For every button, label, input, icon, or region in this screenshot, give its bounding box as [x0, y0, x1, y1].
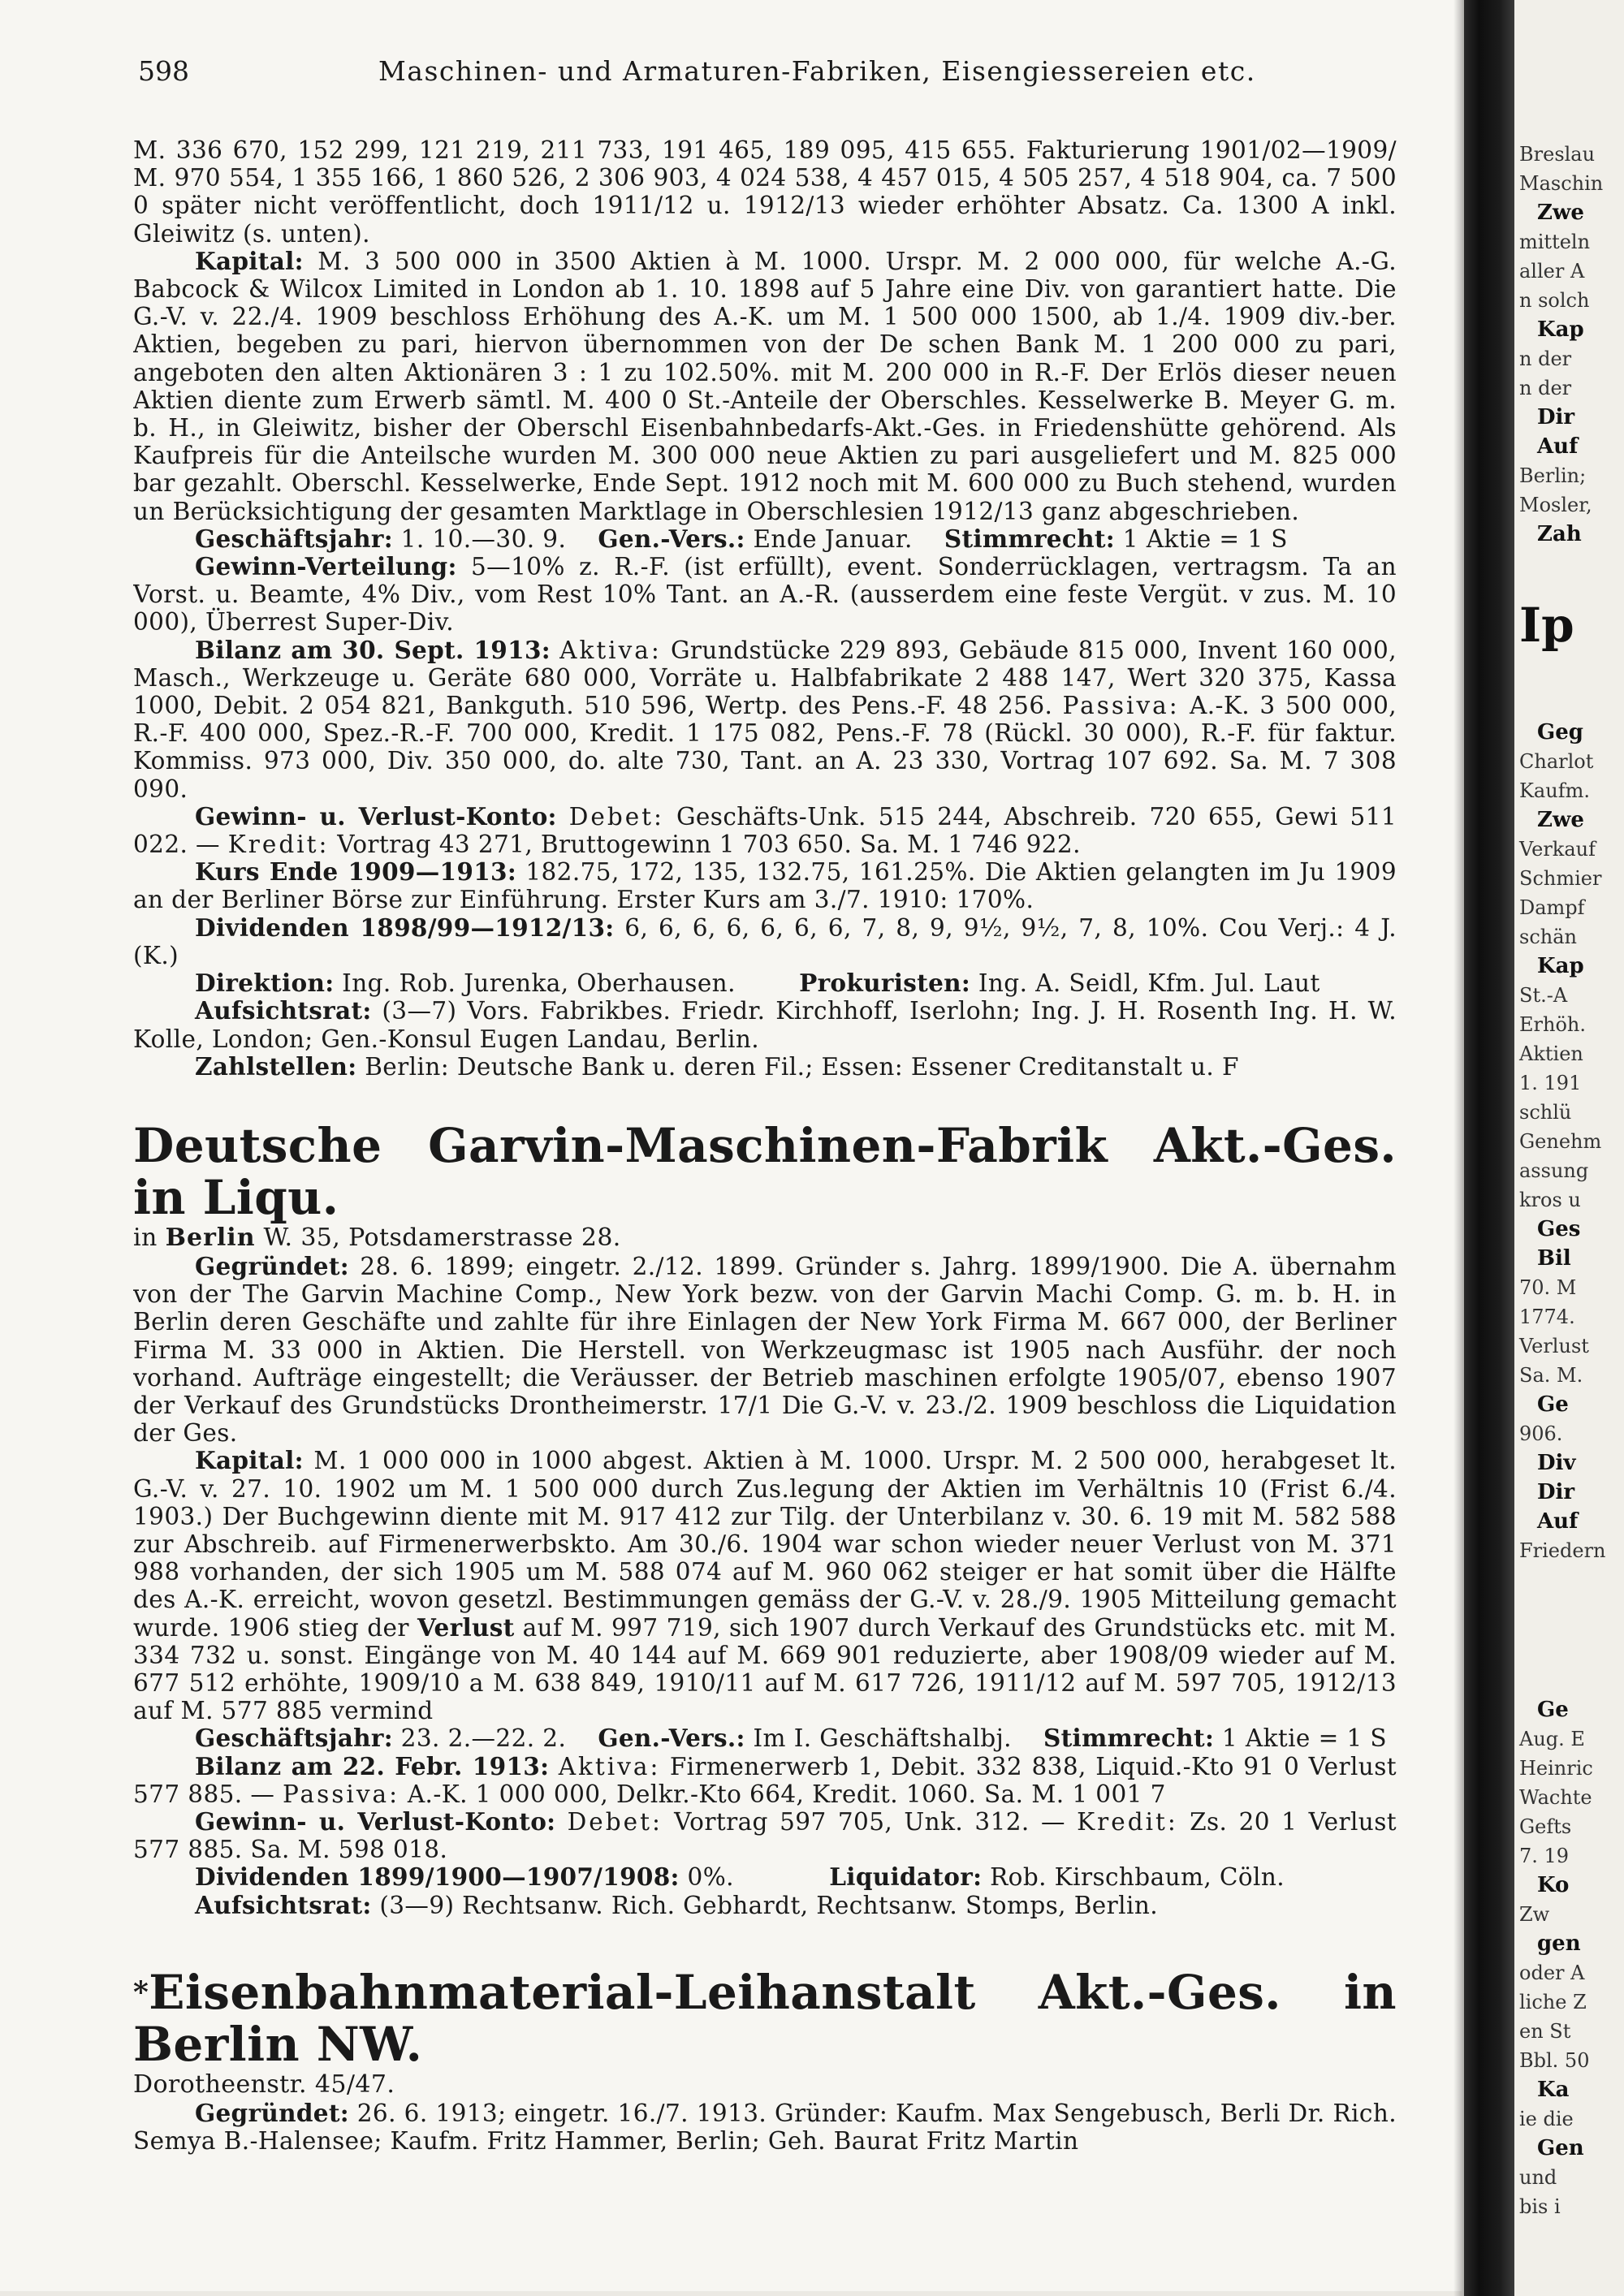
facing-page-fragment: Aug. E — [1519, 1728, 1585, 1750]
facing-page-fragment: Schmier — [1519, 867, 1602, 890]
facing-page-fragment: Verlust — [1519, 1335, 1589, 1357]
facing-page-fragment: Gefts — [1519, 1815, 1572, 1838]
facing-page-fragment: Erhöh. — [1519, 1013, 1586, 1036]
facing-page-fragment: Zwe — [1537, 808, 1584, 832]
facing-page-fragment: 906. — [1519, 1422, 1563, 1445]
facing-page-fragment: n solch — [1519, 289, 1590, 312]
paragraph-geschaeftsjahr: Geschäftsjahr: 1. 10.—30. 9. Gen.-Vers.: Ende Januar. Stimmrecht: 1 Aktie = 1 S — [195, 524, 1288, 553]
paragraph-direktion: Direktion: Ing. Rob. Jurenka, Oberhausen. Prokuristen: Ing. A. Seidl, Kfm. Jul. Laut — [195, 969, 1320, 998]
facing-page-fragment: Auf — [1537, 434, 1579, 459]
facing-page-fragment: Div — [1537, 1451, 1576, 1475]
facing-page-edge — [1514, 0, 1624, 2296]
facing-page-fragment: schän — [1519, 926, 1577, 948]
facing-page-fragment: Verkauf — [1519, 838, 1596, 861]
facing-page-fragment: mitteln — [1519, 231, 1591, 253]
facing-page-fragment: Berlin; — [1519, 464, 1587, 487]
facing-page-fragment: Mosler, — [1519, 494, 1592, 516]
facing-page-fragment: Gen — [1537, 2136, 1584, 2160]
paragraph-aufsichtsrat: Aufsichtsrat: (3—9) Rechtsanw. Rich. Gebhardt, Rechtsanw. Stomps, Berlin. — [195, 1890, 1158, 1919]
facing-page-fragment: Wachte — [1519, 1786, 1592, 1809]
facing-page-fragment: Aktien — [1519, 1042, 1583, 1065]
paragraph-geschaeftsjahr: Geschäftsjahr: 23. 2.—22. 2. Gen.-Vers.: Im I. Geschäftshalbj. Stimmrecht: 1 Aktie = 1 S — [195, 1724, 1388, 1753]
facing-page-fragment: Ka — [1537, 2078, 1570, 2102]
facing-page-fragment: liche Z — [1519, 1991, 1587, 2013]
company-address-leihanstalt: Dorotheenstr. 45/47. — [133, 2069, 395, 2099]
paragraph-bilanz: Bilanz am 22. Febr. 1913: Aktiva: Firmenerwerb 1, Debit. 332 838, Liquid.-Kto 91 0 Verlust 577 885. — Passiva: A.-K. 1 000 000, Delkr.-Kto 664, Kredit. 1060. Sa. M. 1 001 7 — [133, 1751, 1397, 1808]
company-title-garvin: Deutsche Garvin-Maschinen-Fabrik Akt.-Ges. in Liqu. — [133, 1117, 1397, 1225]
facing-page-fragment: Zwe — [1537, 201, 1584, 225]
facing-page-fragment: bis i — [1519, 2195, 1561, 2218]
facing-page-fragment: Ko — [1537, 1873, 1570, 1897]
page-bottom-edge — [0, 2291, 1462, 2296]
facing-page-fragment: Kap — [1537, 954, 1584, 978]
paragraph-gegruendet: Gegründet: 28. 6. 1899; eingetr. 2./12. 1899. Gründer s. Jahrg. 1899/1900. Die A. übernahm von der The Garvin Machine Comp., New York bezw. von der Garvin Machi Comp. G. m. b. H. in Berlin deren Geschäfte und zahlte für ihre Einlagen der New York Firma M. 667 000, der Berliner Firma M. 33 000 in Aktien. Die Herstell. von Werkzeugmasc ist 1905 nach Ausführ. der noch vorhand. Aufträge eingestellt; die Veräusser. der Betrieb maschinen erfolgte 1905/07, ebenso 1907 der Verkauf des Grundstücks Drontheimerstr. 17/1 Die G.-V. v. 23./2. 1909 beschloss die Liquidation der Ges. — [133, 1251, 1397, 1448]
company-address-garvin: in Berlin W. 35, Potsdamerstrasse 28. — [133, 1223, 621, 1252]
facing-page-fragment: oder A — [1519, 1962, 1585, 1984]
running-title: Maschinen- und Armaturen-Fabriken, Eisengiessereien etc. — [378, 55, 1256, 87]
facing-page-fragment: Ge — [1537, 1698, 1569, 1722]
facing-page-fragment: Zw — [1519, 1903, 1550, 1926]
facing-page-fragment: Auf — [1537, 1509, 1579, 1534]
facing-page-fragment: ie die — [1519, 2108, 1574, 2130]
paragraph-guv: Gewinn- u. Verlust-Konto: Debet: Vortrag 597 705, Unk. 312. — Kredit: Zs. 20 1 Verlust 577 885. Sa. M. 598 018. — [133, 1806, 1397, 1864]
facing-page-fragment: Heinric — [1519, 1757, 1593, 1780]
paragraph-gegruendet: Gegründet: 26. 6. 1913; eingetr. 16./7. 1913. Gründer: Kaufm. Max Sengebusch, Berli Dr. Rich. Semya B.-Halensee; Kaufm. Fritz Hammer, Berlin; Geh. Baurat Fritz Martin — [133, 2098, 1397, 2155]
paragraph-kapital: Kapital: M. 3 500 000 in 3500 Aktien à M. 1000. Urspr. M. 2 000 000, für welche A.-G. Babcock & Wilcox Limited in London ab 1. 10. 1898 auf 5 Jahre eine Div. von garantiert hatte. Die G.-V. v. 22./4. 1909 beschloss Erhöhung des A.-K. um M. 1 500 000 1500, ab 1./4. 1909 div.-ber. Aktien, begeben zu pari, hiervon übernommen von der De schen Bank M. 1 200 000 zu pari, angeboten den alten Aktionären 3 : 1 zu 102.50%. mit M. 200 000 in R.-F. Der Erlös dieser neuen Aktien diente zum Erwerb sämtl. M. 400 0 St.-Anteile der Oberschles. Kesselwerke B. Meyer G. m. b. H., in Gleiwitz, bisher der Oberschl Eisenbahnbedarfs-Akt.-Ges. in Friedenshütte gehörend. Als Kaufpreis für die Anteilsche wurden M. 300 000 neue Aktien zu pari ausgeliefert und M. 825 000 bar gezahlt. Oberschl. Kesselwerke, Ende Sept. 1912 noch mit M. 600 000 zu Buch stehend, wurden un Berücksichtigung der gesamten Marktlage in Oberschlesien 1912/13 ganz abgeschrieben. — [133, 246, 1397, 525]
paragraph-fakturierung: M. 336 670, 152 299, 121 219, 211 733, 191 465, 189 095, 415 655. Fakturierung 1901/02—1909/ M. 970 554, 1 355 166, 1 860 526, 2 306 903, 4 024 538, 4 457 015, 4 505 257, 4 518 904, ca. 7 500 0 später nicht veröffentlicht, doch 1911/12 u. 1912/13 wieder erhöhter Absatz. Ca. 1300 A inkl. Gleiwitz (s. unten). — [133, 136, 1397, 248]
facing-page-fragment: Ge — [1537, 1392, 1569, 1417]
facing-page-fragment: Dir — [1537, 405, 1575, 429]
facing-page-fragment: 7. 19 — [1519, 1845, 1570, 1867]
paragraph-kurs: Kurs Ende 1909—1913: 182.75, 172, 135, 132.75, 161.25%. Die Aktien gelangten im Ju 1909 an der Berliner Börse zur Einführung. Erster Kurs am 3./7. 1910: 170%. — [133, 857, 1397, 914]
facing-page-fragment: en St — [1519, 2020, 1571, 2043]
facing-page-fragment: Ges — [1537, 1217, 1581, 1241]
facing-page-fragment: Dampf — [1519, 896, 1585, 919]
facing-page-fragment: Kap — [1537, 317, 1584, 342]
facing-page-fragment: Dir — [1537, 1480, 1575, 1504]
facing-page-fragment: 1. 191 — [1519, 1072, 1582, 1094]
facing-page-fragment: Sa. M. — [1519, 1364, 1583, 1387]
facing-page-fragment: und — [1519, 2166, 1557, 2189]
paragraph-kapital: Kapital: M. 1 000 000 in 1000 abgest. Aktien à M. 1000. Urspr. M. 2 500 000, herabgeset lt. G.-V. v. 27. 10. 1902 um M. 1 500 000 durch Zus.legung der Aktien im Verhältnis 10 (Frist 6./4. 1903.) Der Buchgewinn diente mit M. 917 412 zur Tilg. der Unterbilanz v. 30. 6. 19 mit M. 582 588 zur Abschreib. auf Firmenerwerbskto. Am 30./6. 1904 war schon wieder neuer Verlust von M. 371 988 vorhanden, der sich 1905 um M. 588 074 auf M. 960 062 steiger er hat somit über die Hälfte des A.-K. erreicht, wovon gesetzl. Bestimmungen gemäss der G.-V. v. 28./9. 1905 Mitteilung gemacht wurde. 1906 stieg der Verlust auf M. 997 719, sich 1907 durch Verkauf des Grundstücks etc. mit M. 334 732 u. sonst. Eingänge von M. 40 144 auf M. 669 901 reduzierte, aber 1908/09 wieder auf M. 677 512 erhöhte, 1909/10 a M. 638 849, 1910/11 auf M. 617 726, 1911/12 auf M. 597 705, 1912/13 auf M. 577 885 vermind — [133, 1446, 1397, 1725]
paragraph-guv: Gewinn- u. Verlust-Konto: Debet: Geschäfts-Unk. 515 244, Abschreib. 720 655, Gewi 511 022. — Kredit: Vortrag 43 271, Bruttogewinn 1 703 650. Sa. M. 1 746 922. — [133, 801, 1397, 859]
paragraph-aufsichtsrat: Aufsichtsrat: (3—7) Vors. Fabrikbes. Friedr. Kirchhoff, Iserlohn; Ing. J. H. Rosenth Ing. H. W. Kolle, London; Gen.-Konsul Eugen Landau, Berlin. — [133, 996, 1397, 1053]
page-number: 598 — [138, 55, 189, 87]
facing-page-fragment: 1774. — [1519, 1306, 1575, 1328]
facing-page-fragment: Geg — [1537, 720, 1583, 744]
facing-page-fragment: Bbl. 50 — [1519, 2049, 1590, 2072]
facing-page-fragment: n der — [1519, 377, 1572, 399]
facing-page-fragment: n der — [1519, 347, 1572, 370]
company-title-leihanstalt: *Eisenbahnmaterial-Leihanstalt Akt.-Ges. in Berlin NW. — [133, 1964, 1397, 2072]
paragraph-dividenden: Dividenden 1898/99—1912/13: 6, 6, 6, 6, 6, 6, 6, 7, 8, 9, 9½, 9½, 7, 8, 10%. Cou Verj.: 4 J. (K.) — [133, 913, 1397, 969]
facing-page-fragment: St.-A — [1519, 984, 1568, 1007]
facing-page-fragment: gen — [1537, 1931, 1581, 1956]
paragraph-bilanz: Bilanz am 30. Sept. 1913: Aktiva: Grundstücke 229 893, Gebäude 815 000, Invent 160 000, Masch., Werkzeuge u. Geräte 680 000, Vorräte u. Halbfabrikate 2 488 147, Wert 320 375, Kassa 1000, Debit. 2 054 821, Bankguth. 510 596, Wertp. des Pens.-F. 48 256. Passiva: A.-K. 3 500 000, R.-F. 400 000, Spez.-R.-F. 700 000, Kredit. 1 175 082, Pens.-F. 78 (Rückl. 30 000), R.-F. für faktur. Kommiss. 973 000, Div. 350 000, do. alte 730, Tant. an A. 23 330, Vortrag 107 692. Sa. M. 7 308 090. — [133, 635, 1397, 803]
facing-page-fragment: schlü — [1519, 1101, 1572, 1124]
facing-page-fragment: Bil — [1537, 1246, 1571, 1271]
facing-page-fragment: Friedern — [1519, 1539, 1606, 1562]
facing-page-fragment: 70. M — [1519, 1276, 1577, 1299]
facing-page-fragment: Kaufm. — [1519, 779, 1590, 802]
facing-page-fragment: Ip — [1519, 598, 1574, 653]
page-header — [138, 54, 1340, 89]
facing-page-fragment: kros u — [1519, 1189, 1581, 1211]
facing-page-fragment: Charlot — [1519, 750, 1594, 773]
paragraph-dividenden: Dividenden 1899/1900—1907/1908: 0%. Liquidator: Rob. Kirschbaum, Cöln. — [195, 1862, 1285, 1892]
facing-page-fragment: Maschin — [1519, 172, 1604, 195]
facing-page-fragment: Genehm — [1519, 1130, 1602, 1153]
paragraph-zahlstellen: Zahlstellen: Berlin: Deutsche Bank u. deren Fil.; Essen: Essener Creditanstalt u. F — [195, 1051, 1239, 1081]
page-content — [133, 136, 1397, 2155]
facing-page-fragment: aller A — [1519, 260, 1585, 283]
facing-page-fragment: assung — [1519, 1159, 1589, 1182]
paragraph-gewinn-verteilung: Gewinn-Verteilung: 5—10% z. R.-F. (ist erfüllt), event. Sonderrücklagen, vertragsm. Ta an Vorst. u. Beamte, 4% Div., vom Rest 10% Tant. an A.-R. (ausserdem eine feste Vergüt. v zus. M. 10 000), Überrest Super-Div. — [133, 552, 1397, 637]
facing-page-fragment: Breslau — [1519, 143, 1596, 166]
facing-page-fragment: Zah — [1537, 522, 1582, 546]
book-gutter — [1464, 0, 1514, 2296]
